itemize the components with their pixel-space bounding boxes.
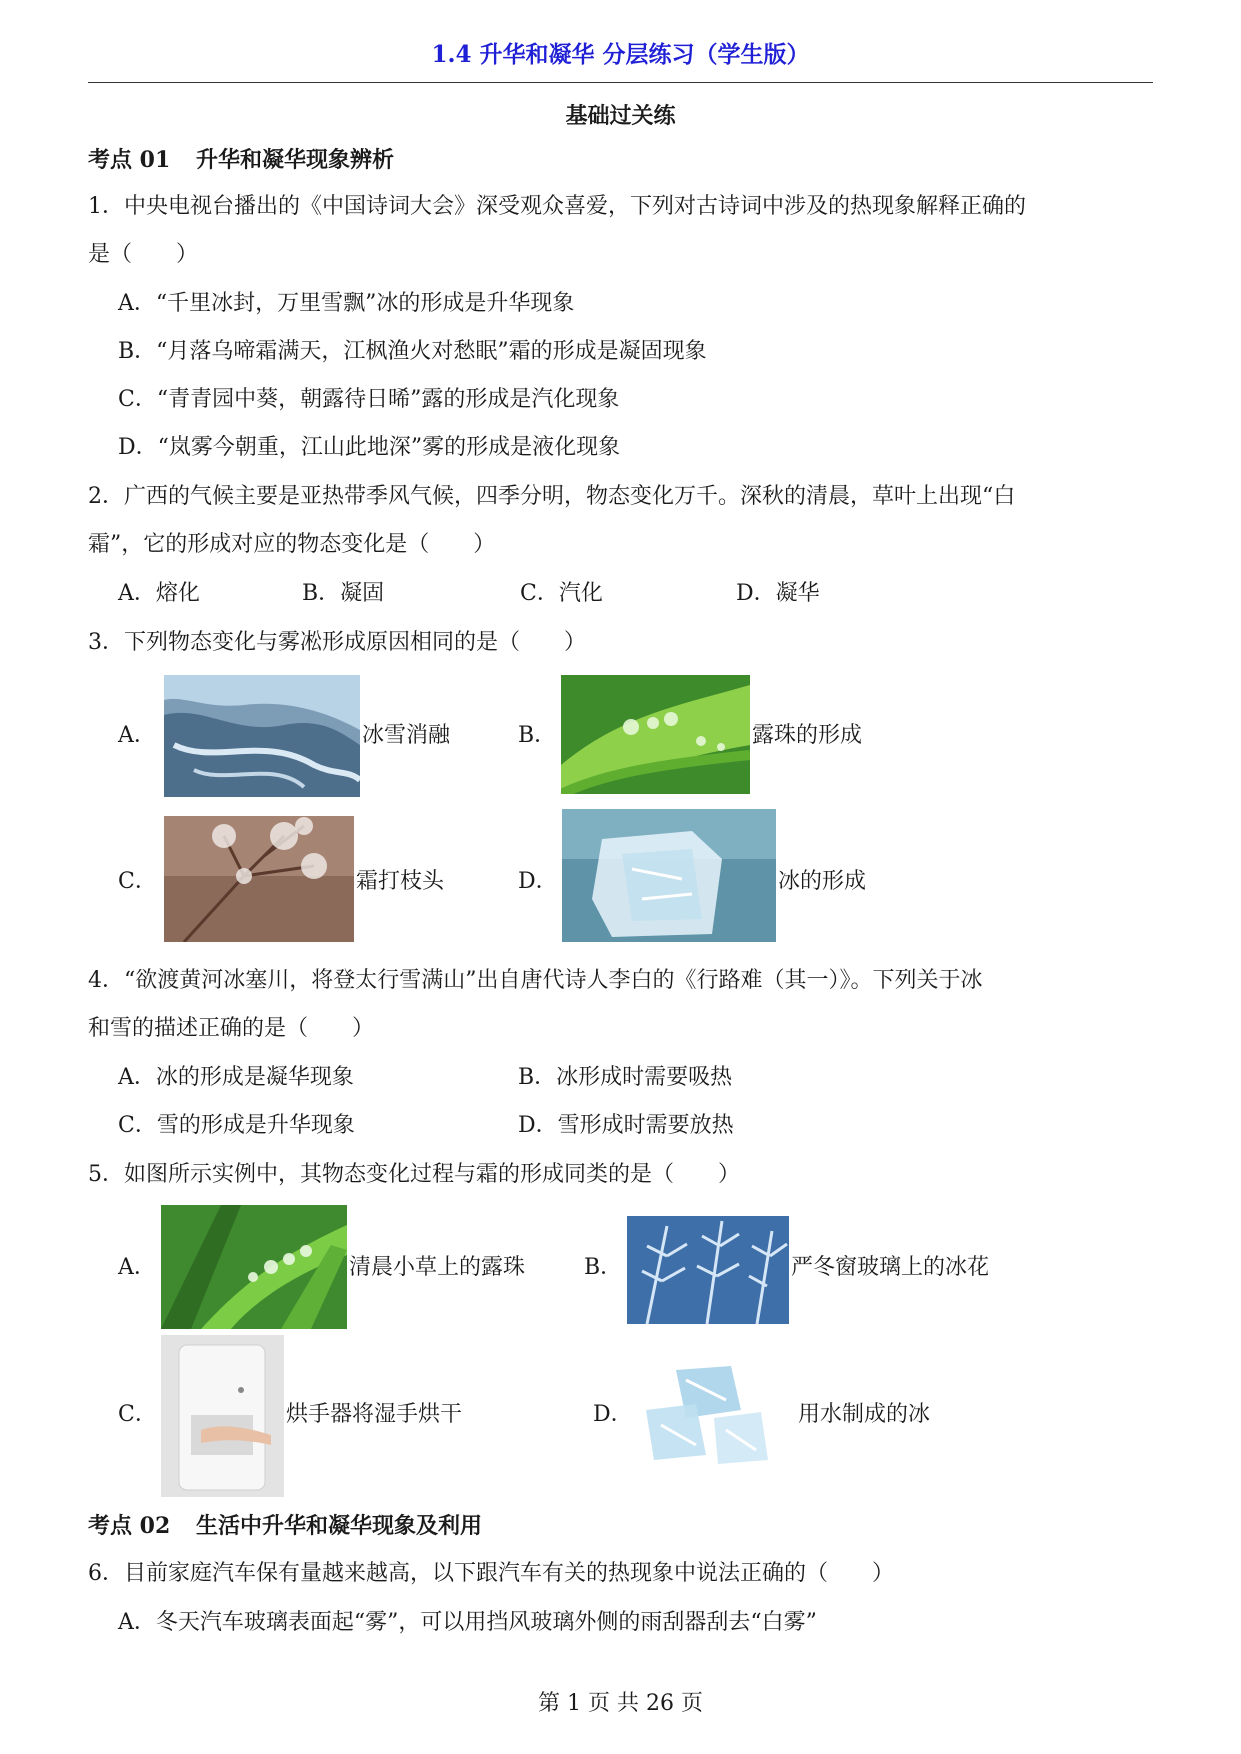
frosted-branch-image — [164, 816, 354, 942]
q4-option-b: B．冰形成时需要吸热 — [518, 1065, 733, 1090]
keypoint-01-label: 考点 01 — [88, 147, 171, 173]
q4-option-c: C．雪的形成是升华现象 — [118, 1113, 355, 1138]
ice-cube-image — [562, 809, 776, 942]
dew-drops-image — [561, 675, 750, 794]
section-title: 基础过关练 — [565, 103, 676, 129]
q3-option-a-letter: A． — [118, 723, 156, 748]
q1-option-a: A．“千里冰封，万里雪飘”冰的形成是升华现象 — [118, 291, 575, 316]
q3-option-d-image — [562, 809, 776, 942]
q5-option-a-text: 清晨小草上的露珠 — [349, 1255, 526, 1280]
document-title: 1.4 升华和凝华 分层练习（学生版） — [431, 41, 810, 68]
keypoint-01-title: 升华和凝华现象辨析 — [196, 147, 395, 173]
ice-cubes-image — [636, 1360, 796, 1472]
q1-stem-line2: 是（ ） — [88, 242, 199, 267]
q3-option-d-text: 冰的形成 — [778, 869, 867, 894]
q5-option-d-letter: D． — [593, 1402, 633, 1427]
q5-option-d-text: 用水制成的冰 — [798, 1402, 931, 1427]
q5-stem: 5．如图所示实例中，其物态变化过程与霜的形成同类的是（ ） — [88, 1162, 740, 1187]
q3-option-a-text: 冰雪消融 — [362, 723, 451, 748]
window-ice-flower-image — [627, 1216, 789, 1324]
melting-ice-image — [164, 675, 360, 797]
hand-dryer-image — [161, 1335, 284, 1497]
q1-option-b: B．“月落乌啼霜满天，江枫渔火对愁眠”霜的形成是凝固现象 — [118, 339, 707, 364]
q3-option-d-letter: D． — [518, 869, 558, 894]
q4-stem-line2: 和雪的描述正确的是（ ） — [88, 1016, 375, 1041]
q5-option-c-text: 烘手器将湿手烘干 — [286, 1402, 463, 1427]
q4-option-a: A．冰的形成是凝华现象 — [118, 1065, 354, 1090]
q3-option-b-text: 露珠的形成 — [752, 723, 863, 748]
header-divider — [88, 82, 1153, 83]
q5-option-d-image — [636, 1360, 796, 1472]
q3-option-c-text: 霜打枝头 — [356, 869, 445, 894]
keypoint-02-title: 生活中升华和凝华现象及利用 — [196, 1513, 483, 1539]
q4-option-d: D．雪形成时需要放热 — [518, 1113, 734, 1138]
q3-option-b-letter: B． — [518, 723, 557, 748]
q1-option-d: D．“岚雾今朝重，江山此地深”雾的形成是液化现象 — [118, 435, 621, 460]
q5-option-b-image — [627, 1216, 789, 1324]
keypoint-02-label: 考点 02 — [88, 1513, 171, 1539]
q2-option-c: C．汽化 — [520, 581, 603, 606]
q3-option-c-letter: C． — [118, 869, 157, 894]
page-number: 第 1 页 共 26 页 — [538, 1691, 703, 1716]
q4-stem-line1: 4．“欲渡黄河冰塞川，将登太行雪满山”出自唐代诗人李白的《行路难（其一）》。下列关于冰 — [88, 968, 983, 993]
q2-option-b: B．凝固 — [302, 581, 385, 606]
q5-option-b-text: 严冬窗玻璃上的冰花 — [791, 1255, 990, 1280]
q2-stem-line1: 2．广西的气候主要是亚热带季风气候，四季分明，物态变化万千。深秋的清晨，草叶上出现“白 — [88, 484, 1016, 509]
q3-option-c-image — [164, 816, 354, 942]
q3-option-b-image — [561, 675, 750, 794]
q5-option-a-image — [161, 1205, 347, 1329]
q5-option-c-letter: C． — [118, 1402, 157, 1427]
q6-option-a: A．冬天汽车玻璃表面起“雾”，可以用挡风玻璃外侧的雨刮器刮去“白雾” — [118, 1610, 817, 1635]
q1-stem-line1: 1．中央电视台播出的《中国诗词大会》深受观众喜爱，下列对古诗词中涉及的热现象解释正确的 — [88, 194, 1027, 219]
q5-option-b-letter: B． — [584, 1255, 623, 1280]
q2-option-a: A．熔化 — [118, 581, 200, 606]
grass-dew-image — [161, 1205, 347, 1329]
q2-option-d: D．凝华 — [736, 581, 820, 606]
q1-option-c: C．“青青园中葵，朝露待日晞”露的形成是汽化现象 — [118, 387, 620, 412]
q2-stem-line2: 霜”，它的形成对应的物态变化是（ ） — [88, 532, 496, 557]
q5-option-a-letter: A． — [118, 1255, 156, 1280]
q3-stem: 3．下列物态变化与雾凇形成原因相同的是（ ） — [88, 630, 586, 655]
q5-option-c-image — [161, 1335, 284, 1497]
q6-stem: 6．目前家庭汽车保有量越来越高，以下跟汽车有关的热现象中说法正确的（ ） — [88, 1561, 894, 1586]
q3-option-a-image — [164, 675, 360, 797]
